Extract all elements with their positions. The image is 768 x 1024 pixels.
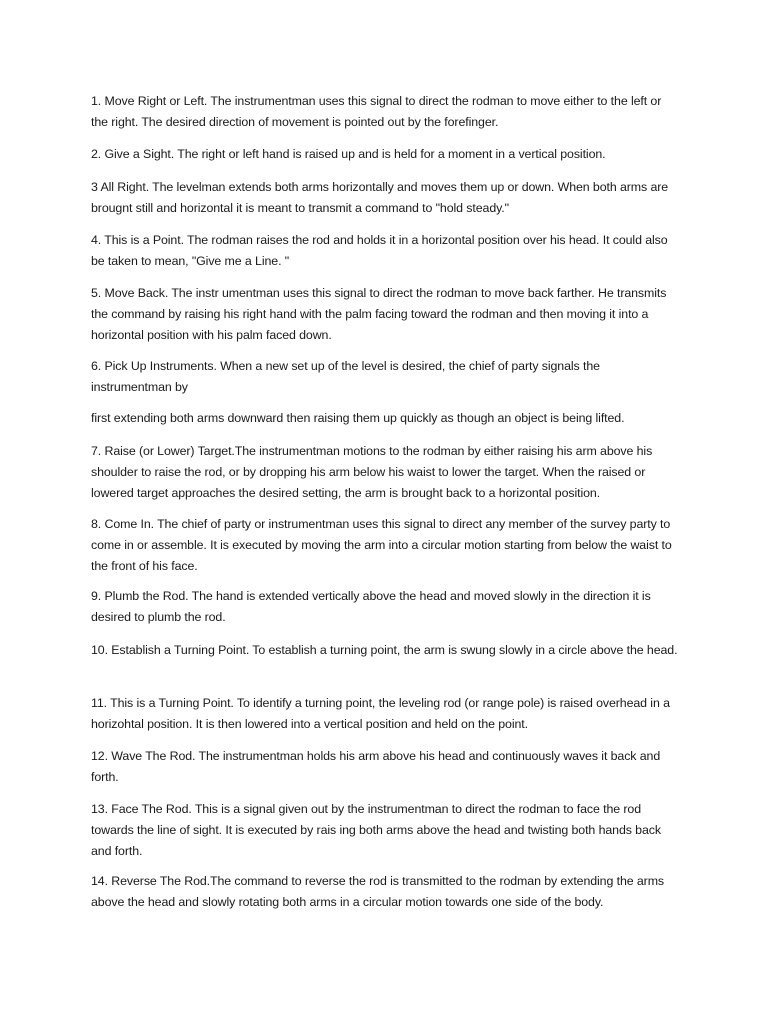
paragraph-give-a-sight: 2. Give a Sight. The right or left hand is raised up and is held for a moment in a vertical position.	[91, 147, 606, 161]
paragraph-come-in: 8. Come In. The chief of party or instrumentman uses this signal to direct any member of the survey party to come in or assemble. It is executed by moving the arm into a circular motion starting from below the waist to the front of his face.	[91, 517, 672, 573]
paragraph-pick-up-continued: first extending both arms downward then raising them up quickly as though an object is being lifted.	[91, 411, 625, 425]
paragraph-reverse-the-rod: 14. Reverse The Rod.The command to reverse the rod is transmitted to the rodman by extending the arms above the head and slowly rotating both arms in a circular motion towards one side of the body.	[91, 874, 665, 909]
paragraph-wave-the-rod: 12. Wave The Rod. The instrumentman holds his arm above his head and continuously waves it back and forth.	[91, 749, 661, 784]
paragraph-face-the-rod: 13. Face The Rod. This is a signal given out by the instrumentman to direct the rodman to face the rod towards the line of sight. It is executed by rais ing both arms above the head and twisting both hands back and forth.	[91, 802, 661, 858]
paragraph-pick-up-instruments: 6. Pick Up Instruments. When a new set up of the level is desired, the chief of party signals the instrumentman by	[91, 359, 600, 394]
paragraph-raise-lower-target: 7. Raise (or Lower) Target.The instrumentman motions to the rodman by either raising his arm above his shoulder to raise the rod, or by dropping his arm below his waist to lower the target. When the raised or lowered target approaches the desired setting, the arm is brought back to a horizontal position.	[91, 444, 653, 500]
paragraph-this-is-turning-point: 11. This is a Turning Point. To identify a turning point, the leveling rod (or range pole) is raised overhead in a horizohtal position. It is then lowered into a vertical position and held on the point.	[91, 696, 670, 731]
paragraph-this-is-a-point: 4. This is a Point. The rodman raises the rod and holds it in a horizontal position over his head. It could also be taken to mean, "Give me a Line. "	[91, 233, 668, 268]
paragraph-establish-turning-point: 10. Establish a Turning Point. To establish a turning point, the arm is swung slowly in a circle above the head.	[91, 643, 678, 657]
paragraph-plumb-the-rod: 9. Plumb the Rod. The hand is extended vertically above the head and moved slowly in the direction it is desired to plumb the rod.	[91, 589, 651, 624]
paragraph-move-right-or-left: 1. Move Right or Left. The instrumentman uses this signal to direct the rodman to move either to the left or the right. The desired direction of movement is pointed out by the forefinger.	[91, 94, 662, 129]
paragraph-all-right: 3 All Right. The levelman extends both arms horizontally and moves them up or down. When both arms are brougnt still and horizontal it is meant to transmit a command to "hold steady."	[91, 180, 669, 215]
paragraph-move-back: 5. Move Back. The instr umentman uses this signal to direct the rodman to move back farther. He transmits the command by raising his right hand with the palm facing toward the rodman and then moving it into a horizontal position with his palm faced down.	[91, 286, 667, 342]
